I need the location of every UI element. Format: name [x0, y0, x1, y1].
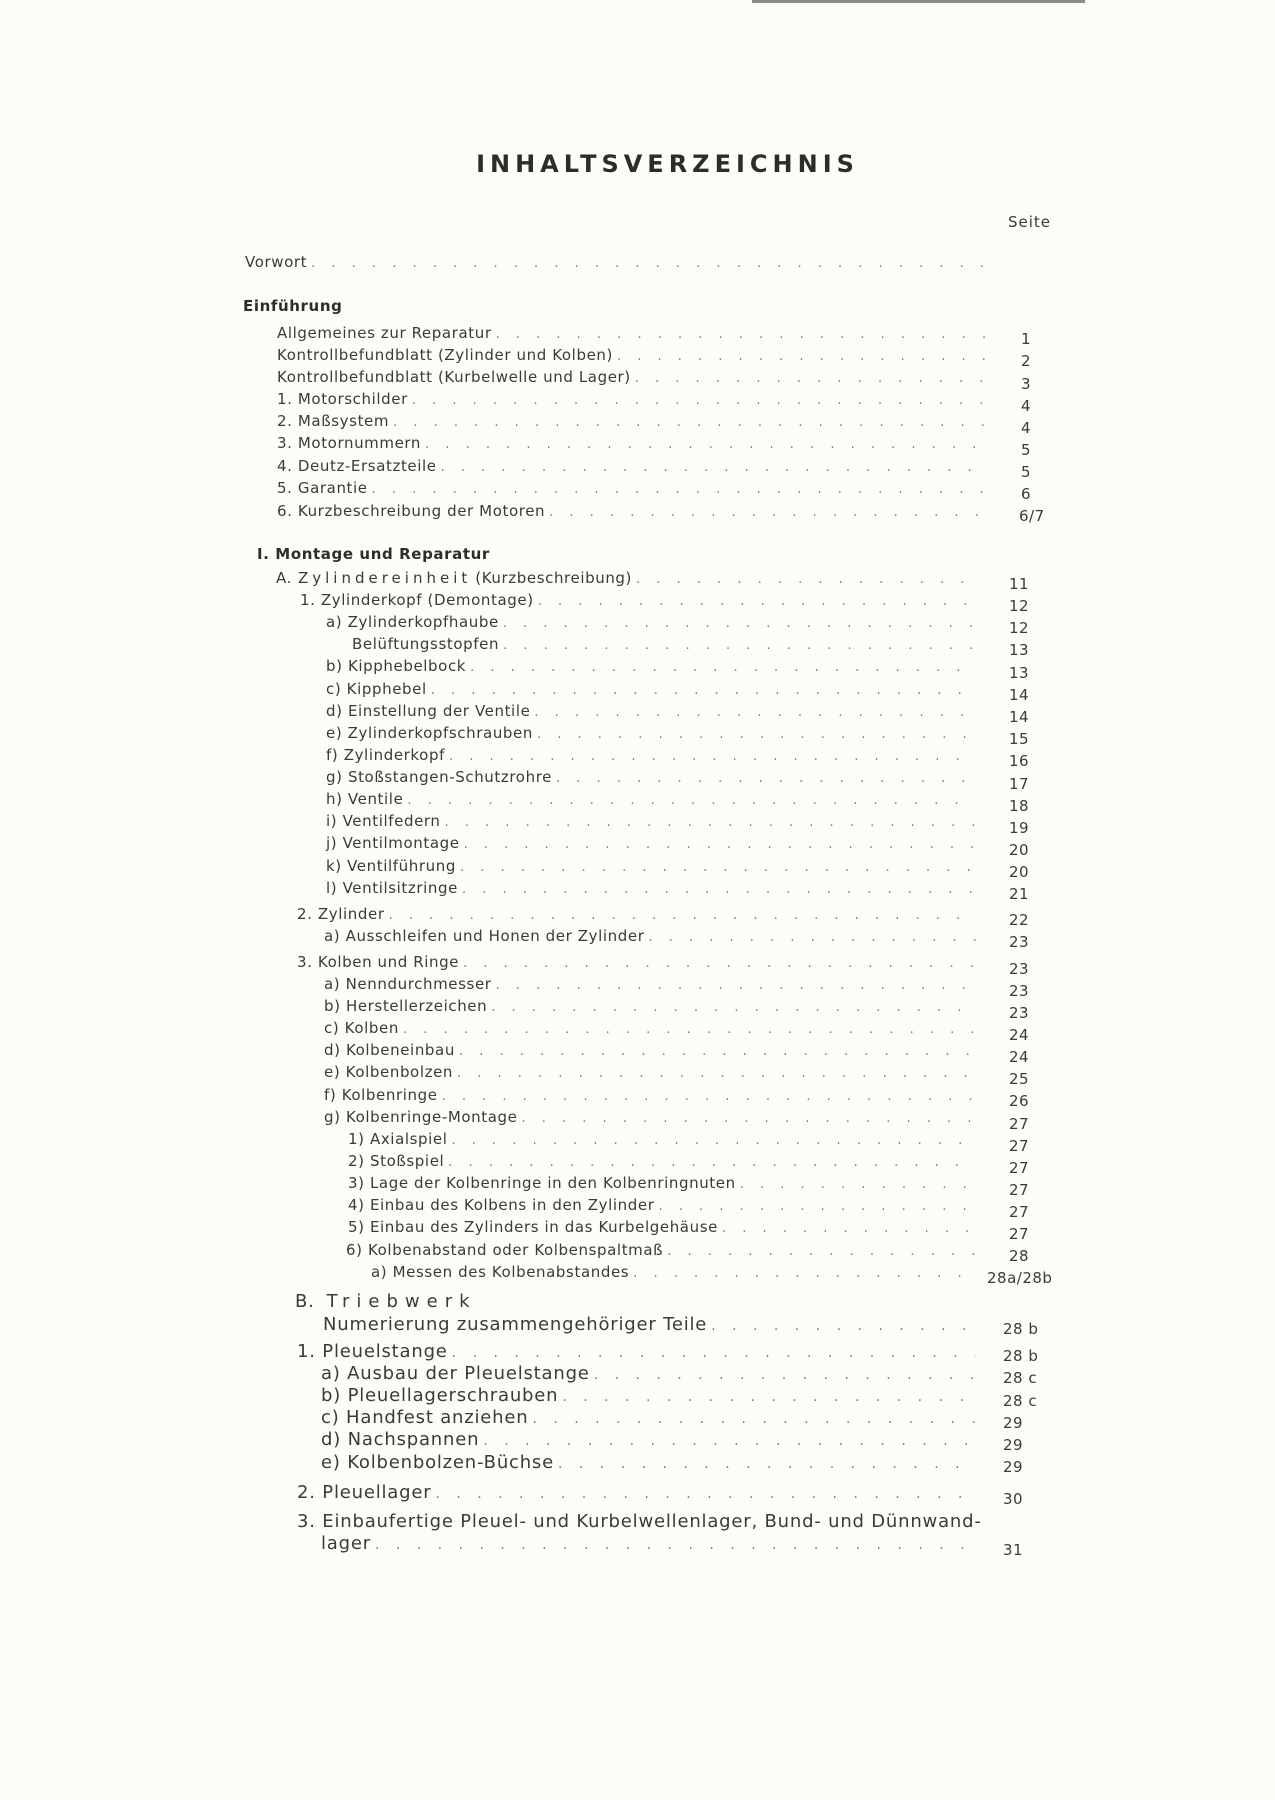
toc-entry-subtitle: (Kurzbeschreibung)	[475, 569, 632, 587]
toc-page-number: 28 b	[1003, 1320, 1039, 1338]
toc-page-number: 24	[1009, 1048, 1030, 1066]
toc-entry	[297, 905, 980, 923]
dot-leader	[425, 437, 986, 452]
toc-page-number: 28 b	[1003, 1347, 1039, 1365]
toc-page-number: 4	[1021, 397, 1032, 415]
dot-leader	[633, 1266, 976, 1281]
dot-leader	[532, 1411, 976, 1427]
toc-entry	[277, 412, 990, 430]
toc-page-number: 28 c	[1003, 1369, 1038, 1387]
toc-entry-label: i) Ventilfedern	[326, 812, 441, 830]
toc-page-number: 22	[1009, 911, 1030, 929]
dot-leader	[648, 930, 976, 945]
toc-entry-spaced-title: Zylindereinheit	[297, 569, 472, 587]
toc-entry-label: 1. Pleuelstange	[297, 1341, 448, 1362]
dot-leader	[372, 482, 986, 497]
toc-entry	[348, 1196, 980, 1214]
toc-page-number: 23	[1009, 1004, 1030, 1022]
toc-entry-spaced-title: Triebwerk	[326, 1291, 477, 1312]
toc-entry	[297, 1482, 980, 1503]
toc-entry	[326, 724, 980, 742]
dot-leader	[636, 572, 976, 587]
dot-leader	[635, 371, 986, 386]
dot-leader	[442, 1089, 976, 1104]
toc-entry-label: Kontrollbefundblatt (Kurbelwelle und Lager)	[277, 368, 631, 386]
toc-page-number: 27	[1009, 1203, 1030, 1221]
toc-page-number: 29	[1003, 1458, 1024, 1476]
toc-entry	[348, 1218, 980, 1236]
toc-entry-label: Einführung	[243, 297, 343, 315]
toc-entry-label: a) Nenndurchmesser	[324, 975, 492, 993]
dot-leader	[457, 1066, 976, 1081]
toc-page-number: 29	[1003, 1414, 1024, 1432]
toc-entry-label: e) Kolbenbolzen-Büchse	[321, 1452, 554, 1473]
toc-entry	[326, 680, 980, 698]
toc-page-number: 28	[1009, 1247, 1030, 1265]
dot-leader	[491, 1000, 976, 1015]
toc-page-number: 28a/28b	[987, 1269, 1053, 1287]
toc-entry-label: 3. Kolben und Ringe	[297, 953, 460, 971]
dot-leader	[435, 1486, 976, 1502]
toc-entry-label: l) Ventilsitzringe	[326, 879, 458, 897]
toc-entry-label: Vorwort	[245, 253, 308, 271]
toc-entry-label: 3. Einbaufertige Pleuel- und Kurbelwellenlager, Bund- und Dünnwand-	[297, 1511, 982, 1532]
toc-page-number: 12	[1009, 597, 1030, 615]
toc-entry-label: Belüftungsstopfen	[352, 635, 500, 653]
toc-page-number: 6	[1021, 485, 1032, 503]
toc-entry	[321, 1533, 980, 1554]
toc-entry-label: d) Kolbeneinbau	[324, 1041, 455, 1059]
dot-leader	[617, 349, 986, 364]
toc-entry-label: b) Pleuellagerschrauben	[321, 1385, 559, 1406]
toc-entry-label: Kontrollbefundblatt (Zylinder und Kolben)	[277, 346, 613, 364]
dot-leader	[470, 660, 976, 675]
toc-entry-label: 3) Lage der Kolbenringe in den Kolbenringnuten	[348, 1174, 736, 1192]
dot-leader	[659, 1199, 977, 1214]
toc-entry-label: e) Kolbenbolzen	[324, 1063, 454, 1081]
toc-entry	[324, 1019, 980, 1037]
toc-section-heading	[257, 545, 490, 563]
toc-entry-label: c) Kolben	[324, 1019, 399, 1037]
toc-entry	[321, 1407, 980, 1428]
toc-entry	[277, 434, 990, 452]
toc-page-number: 4	[1021, 419, 1032, 437]
toc-entry	[300, 591, 980, 609]
toc-page-number: 21	[1009, 885, 1030, 903]
toc-entry-label: j) Ventilmontage	[326, 834, 460, 852]
toc-entry	[277, 479, 990, 497]
toc-entry-label: a) Messen des Kolbenabstandes	[371, 1263, 630, 1281]
toc-entry	[371, 1263, 980, 1281]
toc-entry-label: d) Einstellung der Ventile	[326, 702, 531, 720]
toc-page-number: 31	[1003, 1541, 1024, 1559]
dot-leader	[534, 705, 976, 720]
toc-entry	[297, 1341, 980, 1362]
dot-leader	[449, 749, 976, 764]
toc-entry-label: 1. Motorschilder	[277, 390, 408, 408]
toc-page-number: 16	[1009, 752, 1030, 770]
dot-leader	[562, 1389, 976, 1405]
toc-entry	[324, 1063, 980, 1081]
toc-entry-label	[276, 569, 632, 587]
toc-entry	[324, 1108, 980, 1126]
toc-entry	[297, 953, 980, 971]
dot-leader	[452, 1345, 976, 1361]
toc-page-number: 23	[1009, 933, 1030, 951]
dot-leader	[412, 393, 986, 408]
toc-page-number: 1	[1021, 330, 1032, 348]
toc-entry-label: 2. Maßsystem	[277, 412, 390, 430]
toc-page-number: 3	[1021, 375, 1032, 393]
dot-leader	[452, 1133, 976, 1148]
dot-leader	[556, 771, 976, 786]
toc-page-number: 23	[1009, 960, 1030, 978]
toc-entry	[326, 613, 980, 631]
toc-entry	[326, 702, 980, 720]
toc-entry-label: a) Zylinderkopfhaube	[326, 613, 499, 631]
toc-entry	[348, 1174, 980, 1192]
toc-entry	[326, 834, 980, 852]
dot-leader	[448, 1155, 976, 1170]
toc-entry-label: h) Ventile	[326, 790, 404, 808]
toc-page-number: 19	[1009, 819, 1030, 837]
toc-entry	[321, 1385, 980, 1406]
toc-page-number: 12	[1009, 619, 1030, 637]
toc-entry-label: c) Handfest anziehen	[321, 1407, 529, 1428]
toc-entry-label: 5) Einbau des Zylinders in das Kurbelgehäuse	[348, 1218, 718, 1236]
toc-entry	[276, 569, 980, 587]
dot-leader	[459, 1044, 976, 1059]
toc-entry-letter: A.	[276, 569, 292, 587]
toc-page-number: 13	[1009, 664, 1030, 682]
toc-page-number: 5	[1021, 463, 1032, 481]
toc-entry-label: e) Zylinderkopfschrauben	[326, 724, 533, 742]
dot-leader	[722, 1221, 976, 1236]
toc-page-number: 15	[1009, 730, 1030, 748]
toc-page-number: 17	[1009, 775, 1030, 793]
toc-entry	[277, 390, 990, 408]
toc-entry-label: a) Ausschleifen und Honen der Zylinder	[324, 927, 645, 945]
toc-entry	[352, 635, 980, 653]
toc-entry-label: 1) Axialspiel	[348, 1130, 448, 1148]
toc-page-number: 27	[1009, 1225, 1030, 1243]
toc-page-number: 30	[1003, 1490, 1024, 1508]
toc-page-number: 27	[1009, 1181, 1030, 1199]
dot-leader	[594, 1367, 976, 1383]
toc-entry-label: 1. Zylinderkopf (Demontage)	[300, 591, 534, 609]
toc-page-number: 29	[1003, 1436, 1024, 1454]
toc-page-number: 23	[1009, 982, 1030, 1000]
dot-leader	[503, 616, 976, 631]
dot-leader	[711, 1318, 976, 1334]
toc-entry	[324, 997, 980, 1015]
toc-entry-label: c) Kipphebel	[326, 680, 427, 698]
toc-entry	[326, 879, 980, 897]
toc-entry	[323, 1314, 980, 1335]
dot-leader	[403, 1022, 976, 1037]
toc-entry-label	[295, 1291, 477, 1312]
toc-page-number: 25	[1009, 1070, 1030, 1088]
toc-entry-label: a) Ausbau der Pleuelstange	[321, 1363, 590, 1384]
toc-entry-label: 2. Pleuellager	[297, 1482, 432, 1503]
toc-entry	[277, 346, 990, 364]
dot-leader	[503, 638, 976, 653]
toc-page-number: 26	[1009, 1092, 1030, 1110]
toc-entry-label: g) Stoßstangen-Schutzrohre	[326, 768, 552, 786]
toc-section-heading	[243, 297, 342, 315]
dot-leader	[460, 860, 976, 875]
dot-leader	[740, 1177, 976, 1192]
toc-page-number: 5	[1021, 441, 1032, 459]
toc-entry	[321, 1452, 980, 1473]
dot-leader	[445, 815, 976, 830]
toc-page-number: 27	[1009, 1115, 1030, 1133]
dot-leader	[538, 594, 976, 609]
dot-leader	[537, 727, 976, 742]
toc-entry	[348, 1130, 980, 1148]
dot-leader	[311, 256, 986, 271]
toc-entry	[346, 1241, 980, 1259]
toc-entry-label: 5. Garantie	[277, 479, 368, 497]
toc-page-number: 20	[1009, 863, 1030, 881]
toc-entry	[348, 1152, 980, 1170]
toc-entry	[321, 1429, 980, 1450]
toc-entry	[326, 768, 980, 786]
dot-leader	[407, 793, 976, 808]
toc-page-number: 11	[1009, 575, 1030, 593]
toc-entry	[324, 1086, 980, 1104]
toc-entry	[326, 812, 980, 830]
toc-entry-label: g) Kolbenringe-Montage	[324, 1108, 518, 1126]
dot-leader	[462, 882, 976, 897]
toc-entry-label: Allgemeines zur Reparatur	[277, 324, 492, 342]
toc-page-number: 14	[1009, 708, 1030, 726]
toc-entry	[277, 368, 990, 386]
toc-page-number: 18	[1009, 797, 1030, 815]
dot-leader	[496, 327, 986, 342]
toc-entry	[326, 857, 980, 875]
toc-page-number: 24	[1009, 1026, 1030, 1044]
toc-entry	[245, 253, 990, 271]
toc-entry-label: 2. Zylinder	[297, 905, 385, 923]
seite-column-header: Seite	[1008, 213, 1052, 231]
dot-leader	[522, 1111, 977, 1126]
toc-entry-label: 4) Einbau des Kolbens in den Zylinder	[348, 1196, 655, 1214]
dot-leader	[549, 505, 986, 520]
toc-entry	[324, 975, 980, 993]
toc-entry-label: 2) Stoßspiel	[348, 1152, 445, 1170]
dot-leader	[389, 908, 976, 923]
toc-entry	[297, 1511, 982, 1532]
toc-entry	[324, 1041, 980, 1059]
toc-entry	[326, 746, 980, 764]
dot-leader	[375, 1537, 976, 1553]
dot-leader	[393, 415, 986, 430]
toc-entry-label: b) Herstellerzeichen	[324, 997, 488, 1015]
toc-page-number: 6/7	[1019, 507, 1045, 525]
toc-entry	[277, 457, 990, 475]
toc-entry	[326, 657, 980, 675]
toc-entry	[295, 1291, 477, 1312]
toc-entry-label: I. Montage und Reparatur	[257, 545, 490, 563]
toc-entry-label: d) Nachspannen	[321, 1429, 480, 1450]
toc-page-number: 2	[1021, 352, 1032, 370]
dot-leader	[483, 1433, 976, 1449]
toc-page-number: 20	[1009, 841, 1030, 859]
toc-entry-label: k) Ventilführung	[326, 857, 456, 875]
toc-entry-label: 3. Motornummern	[277, 434, 422, 452]
toc-entry	[277, 324, 990, 342]
toc-entry-label: 6. Kurzbeschreibung der Motoren	[277, 502, 546, 520]
dot-leader	[464, 837, 976, 852]
toc-page-number: 13	[1009, 641, 1030, 659]
toc-entry-label: Numerierung zusammengehöriger Teile	[323, 1314, 708, 1335]
dot-leader	[496, 978, 976, 993]
toc-page-number: 27	[1009, 1137, 1030, 1155]
dot-leader	[667, 1244, 976, 1259]
toc-page-number: 14	[1009, 686, 1030, 704]
toc-page-number: 27	[1009, 1159, 1030, 1177]
toc-page-number: 28 c	[1003, 1392, 1038, 1410]
dot-leader	[431, 683, 976, 698]
dot-leader	[558, 1456, 976, 1472]
toc-entry-label: lager	[321, 1533, 371, 1554]
toc-entry-letter: B.	[295, 1291, 315, 1312]
toc-entry	[324, 927, 980, 945]
toc-entry	[321, 1363, 980, 1384]
dot-leader	[463, 956, 976, 971]
toc-entry	[326, 790, 980, 808]
page-title: INHALTSVERZEICHNIS	[476, 150, 859, 178]
dot-leader	[441, 460, 986, 475]
toc-entry-label: f) Zylinderkopf	[326, 746, 445, 764]
toc-entry	[277, 502, 990, 520]
toc-entry-label: 6) Kolbenabstand oder Kolbenspaltmaß	[346, 1241, 664, 1259]
toc-entry-label: 4. Deutz-Ersatzteile	[277, 457, 437, 475]
toc-entry-label: f) Kolbenringe	[324, 1086, 438, 1104]
toc-entry-label: b) Kipphebelbock	[326, 657, 467, 675]
